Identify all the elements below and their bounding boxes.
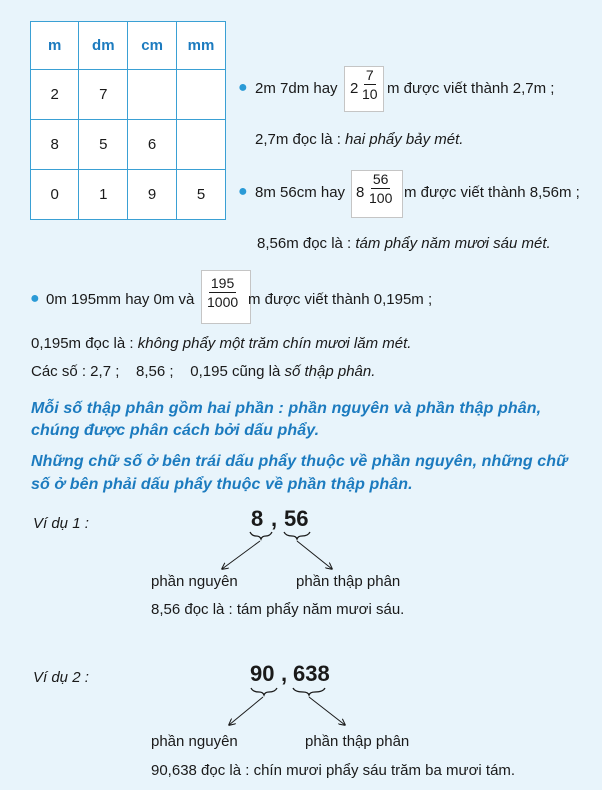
example2-integer-brace — [251, 688, 277, 695]
header-dm: dm — [79, 22, 128, 70]
ex2-line-post: m được viết thành 8,56m ; — [404, 184, 580, 201]
summary-italic: số thập phân. — [284, 363, 376, 380]
example1-label: Ví dụ 1 : — [33, 515, 89, 532]
rule-line-4: số ở bên phải dấu phẩy thuộc về phần thập phân. — [31, 476, 413, 493]
example1-integer-brace — [250, 532, 272, 539]
summary-pre: Các số : 2,7 ; 8,56 ; 0,195 cũng là — [31, 363, 285, 380]
header-m: m — [31, 22, 79, 70]
rule-line-2: chúng được phân cách bởi dấu phẩy. — [31, 422, 320, 439]
example1-integer-part: 8 — [251, 506, 264, 531]
example2-right-label: phần thập phân — [305, 733, 410, 750]
bullet-icon: ● — [30, 290, 40, 307]
example2-label: Ví dụ 2 : — [33, 669, 89, 686]
ex3-line-post: m được viết thành 0,195m ; — [248, 291, 433, 308]
table-cell: 5 — [176, 170, 225, 220]
example2-left-arrow — [229, 697, 263, 725]
ex3-line-pre: 0m 195mm hay 0m và — [46, 291, 195, 308]
ex3-reading-pre: 0,195m đọc là : — [31, 335, 138, 352]
rule-line-3: Những chữ số ở bên trái dấu phẩy thuộc về phần nguyên, những chữ — [31, 453, 568, 470]
table-cell: 8 — [31, 120, 79, 170]
ex3-denominator: 1000 — [207, 294, 239, 310]
ex1-denominator: 10 — [362, 86, 378, 102]
example2-decimal-brace — [293, 688, 325, 695]
example2-right-arrow — [309, 697, 345, 725]
table-cell: 2 — [31, 70, 79, 120]
header-mm: mm — [176, 22, 225, 70]
bullet-icon: ● — [238, 79, 248, 96]
example2-reading: 90,638 đọc là : chín mươi phẩy sáu trăm ba mươi tám. — [151, 762, 516, 779]
ex1-line-post: m được viết thành 2,7m ; — [387, 80, 555, 97]
rule-line-1: Mỗi số thập phân gồm hai phần : phần nguyên và phần thập phân, — [31, 400, 542, 417]
table-cell: 9 — [128, 170, 177, 220]
table-cell: 5 — [79, 120, 128, 170]
ex1-numerator: 7 — [365, 67, 374, 83]
header-cm: cm — [128, 22, 177, 70]
example1-decimal-brace — [284, 532, 310, 539]
ex1-whole: 2 — [350, 80, 359, 97]
ex2-denominator: 100 — [369, 190, 393, 206]
table-cell: 6 — [128, 120, 177, 170]
example1-left-arrow — [222, 541, 260, 569]
ex2-reading-pre: 8,56m đọc là : — [257, 235, 356, 252]
ex1-reading-italic: hai phẩy bảy mét. — [345, 131, 464, 148]
ex3-numerator: 195 — [210, 275, 235, 291]
ex1-reading-pre: 2,7m đọc là : — [255, 131, 346, 148]
example1-left-label: phần nguyên — [151, 573, 238, 590]
table-cell: 1 — [79, 170, 128, 220]
example2-integer-part: 90 — [250, 661, 275, 686]
example2-left-label: phần nguyên — [151, 733, 238, 750]
example1-right-label: phần thập phân — [296, 573, 401, 590]
ex3-reading-italic: không phẩy một trăm chín mươi lăm mét. — [137, 335, 412, 352]
ex1-line-pre: 2m 7dm hay — [255, 80, 338, 97]
example2-comma: , — [281, 661, 288, 686]
example1-reading: 8,56 đọc là : tám phẩy năm mươi sáu. — [151, 601, 405, 618]
ex2-line-pre: 8m 56cm hay — [255, 184, 346, 201]
table-cell: 0 — [31, 170, 79, 220]
ex2-reading-italic: tám phẩy năm mươi sáu mét. — [355, 235, 551, 252]
ex2-numerator: 56 — [372, 171, 389, 187]
example2-decimal-part: 638 — [293, 661, 330, 686]
example1-decimal-part: 56 — [284, 506, 309, 531]
table-cell: 7 — [79, 70, 128, 120]
ex2-whole: 8 — [356, 184, 365, 201]
example1-right-arrow — [297, 541, 332, 569]
bullet-icon: ● — [238, 183, 248, 200]
example1-comma: , — [271, 506, 278, 531]
